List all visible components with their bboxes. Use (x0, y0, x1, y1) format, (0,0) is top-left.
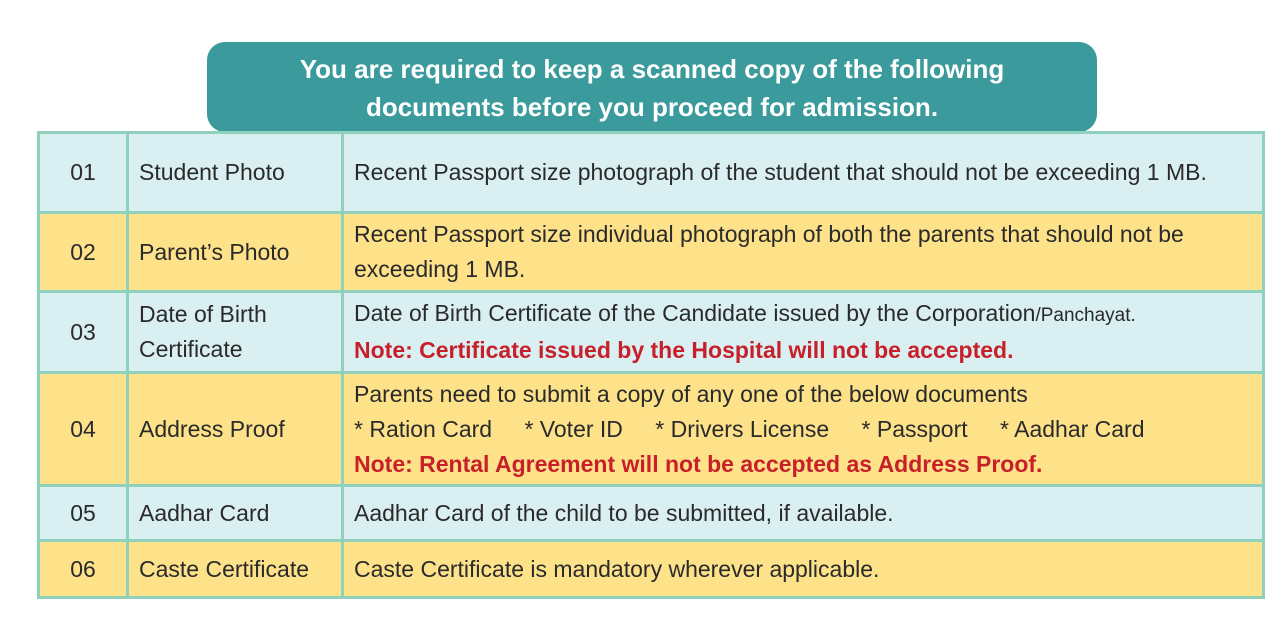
instructions-banner (207, 42, 1097, 132)
row-number: 03 (39, 292, 128, 373)
document-description (343, 292, 1264, 373)
document-description (343, 373, 1264, 486)
option-item: * Ration Card (354, 415, 493, 442)
row-number: 02 (39, 213, 128, 292)
option-item: * Aadhar Card (1000, 415, 1145, 442)
row-number: 06 (39, 541, 128, 598)
table-row (39, 541, 1264, 598)
row-number: 01 (39, 133, 128, 213)
document-name: Parent’s Photo (128, 213, 343, 292)
warning-note: Note: Certificate issued by the Hospital will not be accepted. (354, 337, 1014, 363)
documents-table (37, 131, 1265, 599)
table-row (39, 133, 1264, 213)
document-name: Address Proof (128, 373, 343, 486)
table-row (39, 213, 1264, 292)
table-row (39, 373, 1264, 486)
document-name: Caste Certificate (128, 541, 343, 598)
description-tail: /Panchayat. (1035, 305, 1136, 326)
accepted-documents-list (354, 412, 1252, 447)
document-name: Date of Birth Certificate (128, 292, 343, 373)
row-number: 04 (39, 373, 128, 486)
document-description: Recent Passport size individual photograph of both the parents that should not be exceeding 1 MB. (343, 213, 1264, 292)
option-item: * Drivers License (655, 415, 830, 442)
option-item: * Passport (861, 415, 968, 442)
warning-note: Note: Rental Agreement will not be accepted as Address Proof. (354, 450, 1043, 477)
document-description: Aadhar Card of the child to be submitted, if available. (343, 486, 1264, 541)
document-description: Recent Passport size photograph of the student that should not be exceeding 1 MB. (343, 133, 1264, 213)
option-item: * Voter ID (524, 415, 623, 442)
description-text: Parents need to submit a copy of any one of the below documents (354, 380, 1028, 407)
document-description: Caste Certificate is mandatory wherever applicable. (343, 541, 1264, 598)
document-name: Student Photo (128, 133, 343, 213)
row-number: 05 (39, 486, 128, 541)
document-name: Aadhar Card (128, 486, 343, 541)
description-text: Date of Birth Certificate of the Candidate issued by the Corporation (354, 300, 1036, 326)
table-row (39, 486, 1264, 541)
banner-line-1: You are required to keep a scanned copy of the following (299, 54, 1005, 84)
table-row (39, 292, 1264, 373)
banner-line-2: documents before you proceed for admission. (365, 92, 939, 122)
